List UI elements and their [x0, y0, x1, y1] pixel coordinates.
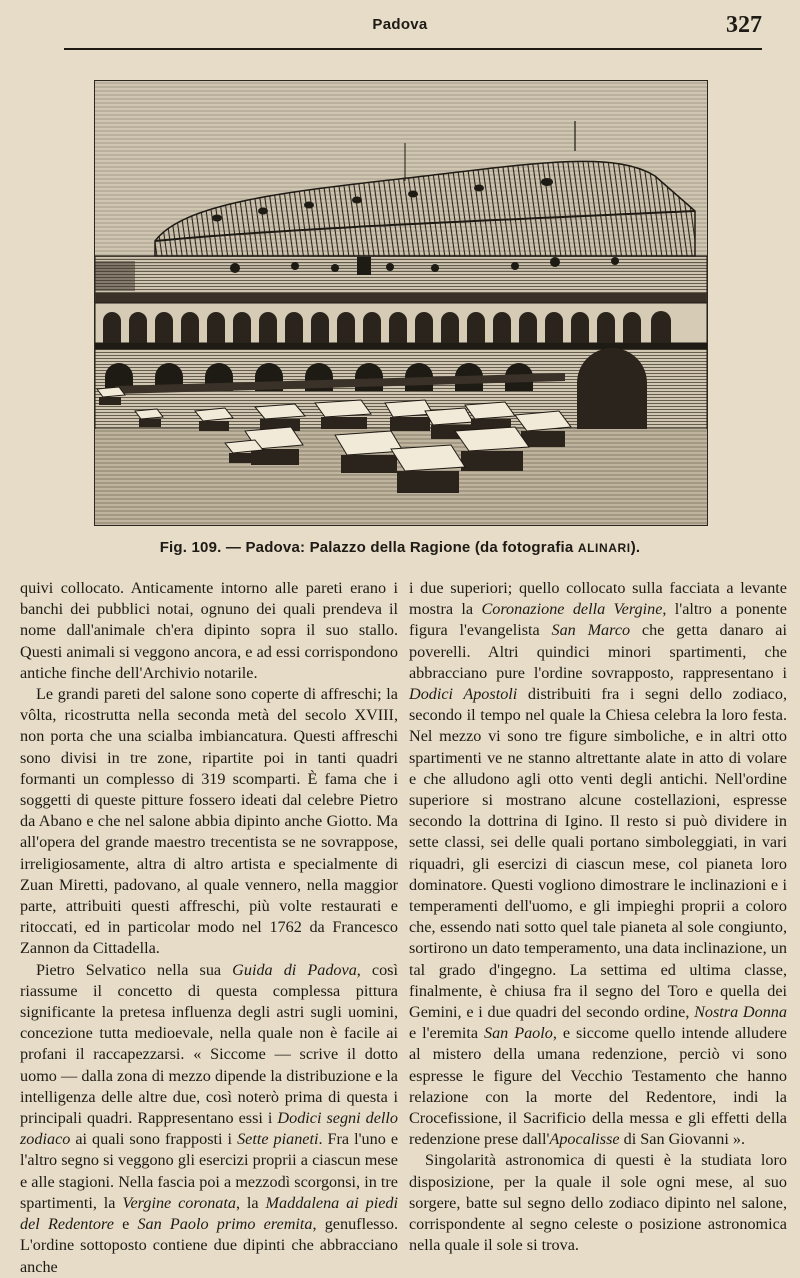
paragraph-affreschi: Le grandi pareti del salone sono coperte di affreschi; la vôlta, ricostrutta nella seconda metà del secolo XVIII, non porta che una scialba imbiancatura. Questi affreschi sono divisi in tre zone, ripartite poi in tanti quadri formanti un complesso di 319 scomparti. È fama che i soggetti di queste pitture fossero ideati dal celebre Pietro da Abano e che nel salone abbia dipinto anche Giotto. Ma all'opera del grande maestro trecentista se ne sovrappose, irreligiosamente, altra di altro artista e specialmente di Zuan Miretti, padovano, al quale vennero, nella maggior parte, attribuiti questi affreschi, più volte restaurati e ritoccati, ed in particolar modo nel 1762 da Francesco Zannon da Cittadella.	[20, 685, 398, 958]
paragraph-singolarita: Singolarità astronomica di questi è la studiata loro disposizione, per la quale il sole ogni mese, al suo sorgere, batte sul segno dello zodiaco dipinto nel salone, corrispondente al segno celeste o posizione astronomica nella quale il sole si trova.	[409, 1151, 787, 1255]
cornice	[95, 293, 707, 303]
caption-text: Fig. 109. — Padova: Palazzo della Ragione (da fotografia	[159, 539, 578, 556]
running-title: Padova	[372, 16, 428, 33]
left-column	[20, 578, 398, 1278]
running-head	[0, 14, 800, 38]
paragraph-selvatico: Pietro Selvatico nella sua Guida di Padova, così riassume il concetto di questa complessa pittura significante la pretesa influenza degli astri sugli uomini, concezione tutta medioevale, nella quale non è facile ai profani il raccapezzarsi. « Siccome — scrive il dotto uomo — dalla zona di mezzo dipende la distribuzione e la intelligenza delle altre due, così noterò prima di questa i principali quadri. Rappresentano essi i Dodici segni dello zodiaco ai quali sono frapposti i Sette pianeti. Fra l'uno e l'altro segno si veggono gli esercizi proprii a ciascun mese e alle stagioni. Nella fascia poi a mezzodì scorgonsi, in tre spartimenti, la Vergine coronata, la Maddalena ai piedi del Redentore e San Paolo primo eremita, genuflesso. L'ordine sottoposto contiene due dipinti che abbracciano anche	[20, 960, 399, 1276]
balustrade	[95, 343, 707, 349]
engraving-illustration	[95, 81, 707, 525]
figure-caption	[0, 539, 800, 556]
page-number: 327	[726, 12, 762, 38]
right-column	[409, 578, 787, 1257]
engraving-palazzo-della-ragione	[94, 80, 708, 526]
header-rule	[64, 48, 762, 50]
caption-end: ).	[630, 539, 641, 556]
paragraph-notai: quivi collocato. Anticamente intorno alle pareti erano i banchi dei pubblici notai, ognuno dei quali prendeva il nome dall'animale ch'era dipinto sopra il suo stallo. Questi animali si veggono ancora, e ad essi corrispondono antiche finche dell'Archivio notarile.	[20, 579, 398, 682]
caption-photographer: ALINARI	[577, 541, 631, 555]
paragraph-dipinti: i due superiori; quello collocato sulla facciata a levante mostra la Coronazione della Vergine, l'altro a ponente figura l'evangelista San Marco che getta danaro ai poverelli. Altri quindici minori spartimenti, che abbracciano pure l'ordine sovrapposto, rappresentano i Dodici Apostoli distribuiti fra i segni dello zodiaco, secondo il tempo nel quale la Chiesa celebra la loro festa. Nel mezzo vi sono tre figure simboliche, e in altri otto spartimenti ve ne stanno altrettante alate in atto di volare e che alludono agli otto venti degli antichi. Nell'ordine superiore si mostrano alcune costellazioni, espresse secondo la dottrina di Igino. Il resto si può dividere in sette classi, sei delle quali portano simboleggiati, in vari riquadri, gli esercizi di ciascun mese, col pianeta loro dominatore. Questi vogliono dimostrare le inclinazioni e i temperamenti dell'uomo, e gli impieghi proprii a coloro che, essendo nati sotto quel tale pianeta al sole congiunto, sortirono un dato temperamento, una data inclinazione, un tal grado d'ingegno. La settima ed ultima classe, finalmente, è chiusa fra il segno del Toro e quella dei Gemini, e i due quadri del secondo ordine, Nostra Donna e l'eremita San Paolo, e siccome quello intende alludere al mistero della umana redenzione, perciò vi sono espresse le figure del Vecchio Testamento che hanno relazione con la morte del Redentore, indi la Crocefissione, il Sacrificio della messa e gli effetti della redenzione prese dall'Apocalisse di San Giovanni ».	[409, 579, 787, 1149]
